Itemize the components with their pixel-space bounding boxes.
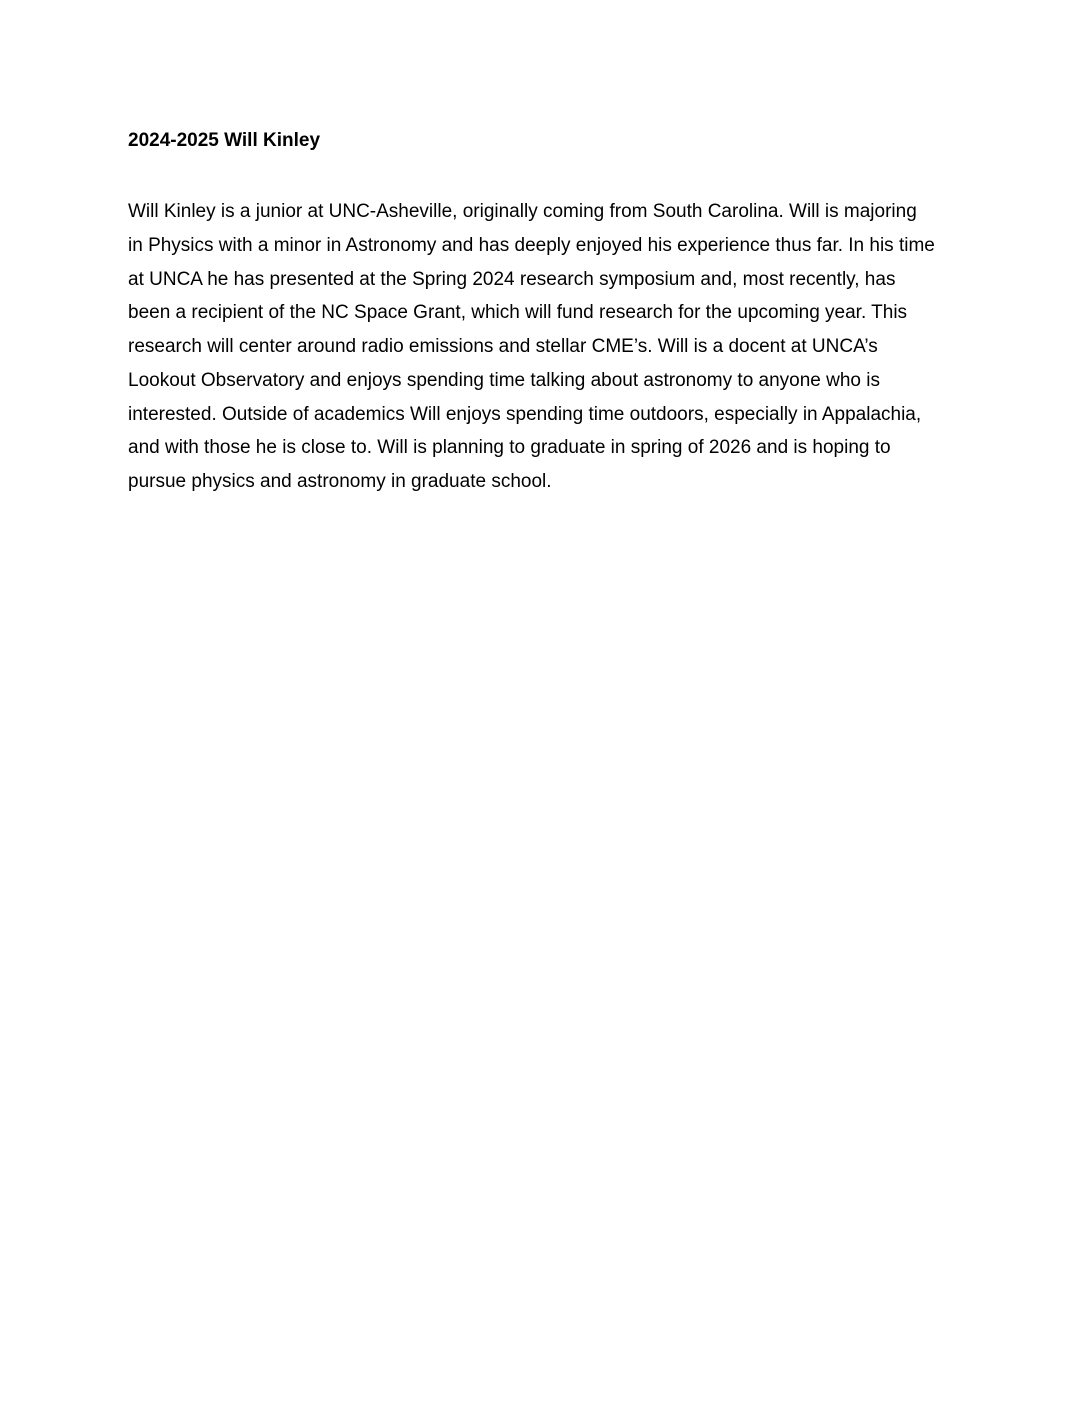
bio-paragraph	[128, 195, 935, 499]
paragraph-line: at UNCA he has presented at the Spring 2024 research symposium and, most recently, has	[128, 268, 896, 290]
paragraph-line: in Physics with a minor in Astronomy and has deeply enjoyed his experience thus far. In his time	[128, 234, 935, 256]
paragraph-line: been a recipient of the NC Space Grant, which will fund research for the upcoming year. This	[128, 302, 908, 324]
paragraph-line: research will center around radio emissions and stellar CME’s. Will is a docent at UNCA’s	[128, 336, 878, 357]
paragraph-line: pursue physics and astronomy in graduate school.	[128, 471, 552, 492]
paragraph-line: Will Kinley is a junior at UNC-Asheville, originally coming from South Carolina. Will is majoring	[128, 201, 917, 222]
paragraph-line: interested. Outside of academics Will enjoys spending time outdoors, especially in Appalachia,	[128, 403, 922, 425]
page-title: 2024-2025 Will Kinley	[128, 130, 321, 151]
paragraph-line: and with those he is close to. Will is planning to graduate in spring of 2026 and is hoping to	[128, 437, 891, 459]
paragraph-line: Lookout Observatory and enjoys spending time talking about astronomy to anyone who is	[128, 369, 881, 391]
